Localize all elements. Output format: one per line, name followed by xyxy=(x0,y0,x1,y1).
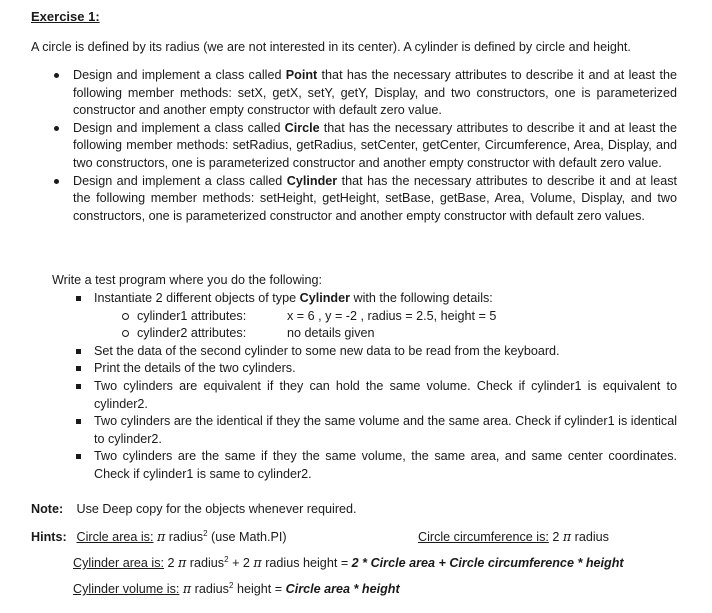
class-name-point: Point xyxy=(285,68,318,82)
class-requirements-list xyxy=(0,67,712,225)
hint-circle-area: Hints: Circle area is: π radius$^2$ (use Math.PI) xyxy=(31,528,287,544)
cylinder2-attributes: cylinder2 attributes: no details given xyxy=(137,325,677,343)
point-requirement: Design and implement a class called Point that has the necessary attributes to describe it and at least the following member methods: setX, getX, setY, getY, Display, and two constructors, one is parameterized constructor and another empty constructor with default zero value. xyxy=(73,67,677,120)
hint-circumference: Circle circumference is: 2 π radius xyxy=(418,529,609,544)
task-set-data: Set the data of the second cylinder to some new data to be read from the keyboard. xyxy=(94,343,677,361)
class-name-circle: Circle xyxy=(284,120,320,135)
cylinder-requirement: Design and implement a class called Cylinder that has the necessary attributes to describe it and at least the following member methods: setHeight, getHeight, setBase, getBase, Area, Volume, Display, and two constructors, one is parameterized constructor and another empty constructor with default zero values. xyxy=(73,173,677,226)
class-name-cylinder: Cylinder xyxy=(286,173,338,188)
cylinder1-attributes: cylinder1 attributes: x = 6 , y = -2 , radius = 2.5, height = 5 xyxy=(137,308,677,326)
intro-paragraph: A circle is defined by its radius (we are not interested in its center). A cylinder is defined by circle and height. xyxy=(31,40,631,54)
test-program-intro: Write a test program where you do the following: xyxy=(52,273,322,287)
exercise-title: Exercise 1: xyxy=(31,9,100,24)
task-equivalent: Two cylinders are equivalent if they can hold the same volume. Check if cylinder1 is equivalent to cylinder2. xyxy=(94,378,677,413)
task-identical: Two cylinders are the identical if they the same volume and the same area. Check if cylinder1 is identical to cylinder2. xyxy=(94,413,677,448)
task-print: Print the details of the two cylinders. xyxy=(94,360,677,378)
circle-requirement: Design and implement a class called Circle that has the necessary attributes to describe it and at least the following member methods: setRadius, getRadius, setCenter, getCenter, Circumference, Area, Display, and two constructors, one is parameterized constructor and another empty constructor with default zero value. xyxy=(73,120,677,173)
note-line: Note: Use Deep copy for the objects whenever required. xyxy=(31,502,357,516)
hint-cylinder-area: Cylinder area is: 2 π radius$^2$ + 2 π radius height = 2 * Circle area + Circle circumference * height xyxy=(73,554,624,570)
task-instantiate: Instantiate 2 different objects of type Cylinder with the following details: cylinder1 attributes: x = 6 , y = -2 , radius = 2.5, height = 5 cylinder2 attributes: no details given xyxy=(94,290,677,343)
cylinder-attributes-list xyxy=(94,308,677,343)
test-task-list xyxy=(0,290,712,484)
hint-cylinder-volume: Cylinder volume is: π radius$^2$ height = Circle area * height xyxy=(73,580,400,596)
task-same: Two cylinders are the same if they the same volume, the same area, and same center coordinates. Check if cylinder1 is same to cylinder2. xyxy=(94,448,677,483)
